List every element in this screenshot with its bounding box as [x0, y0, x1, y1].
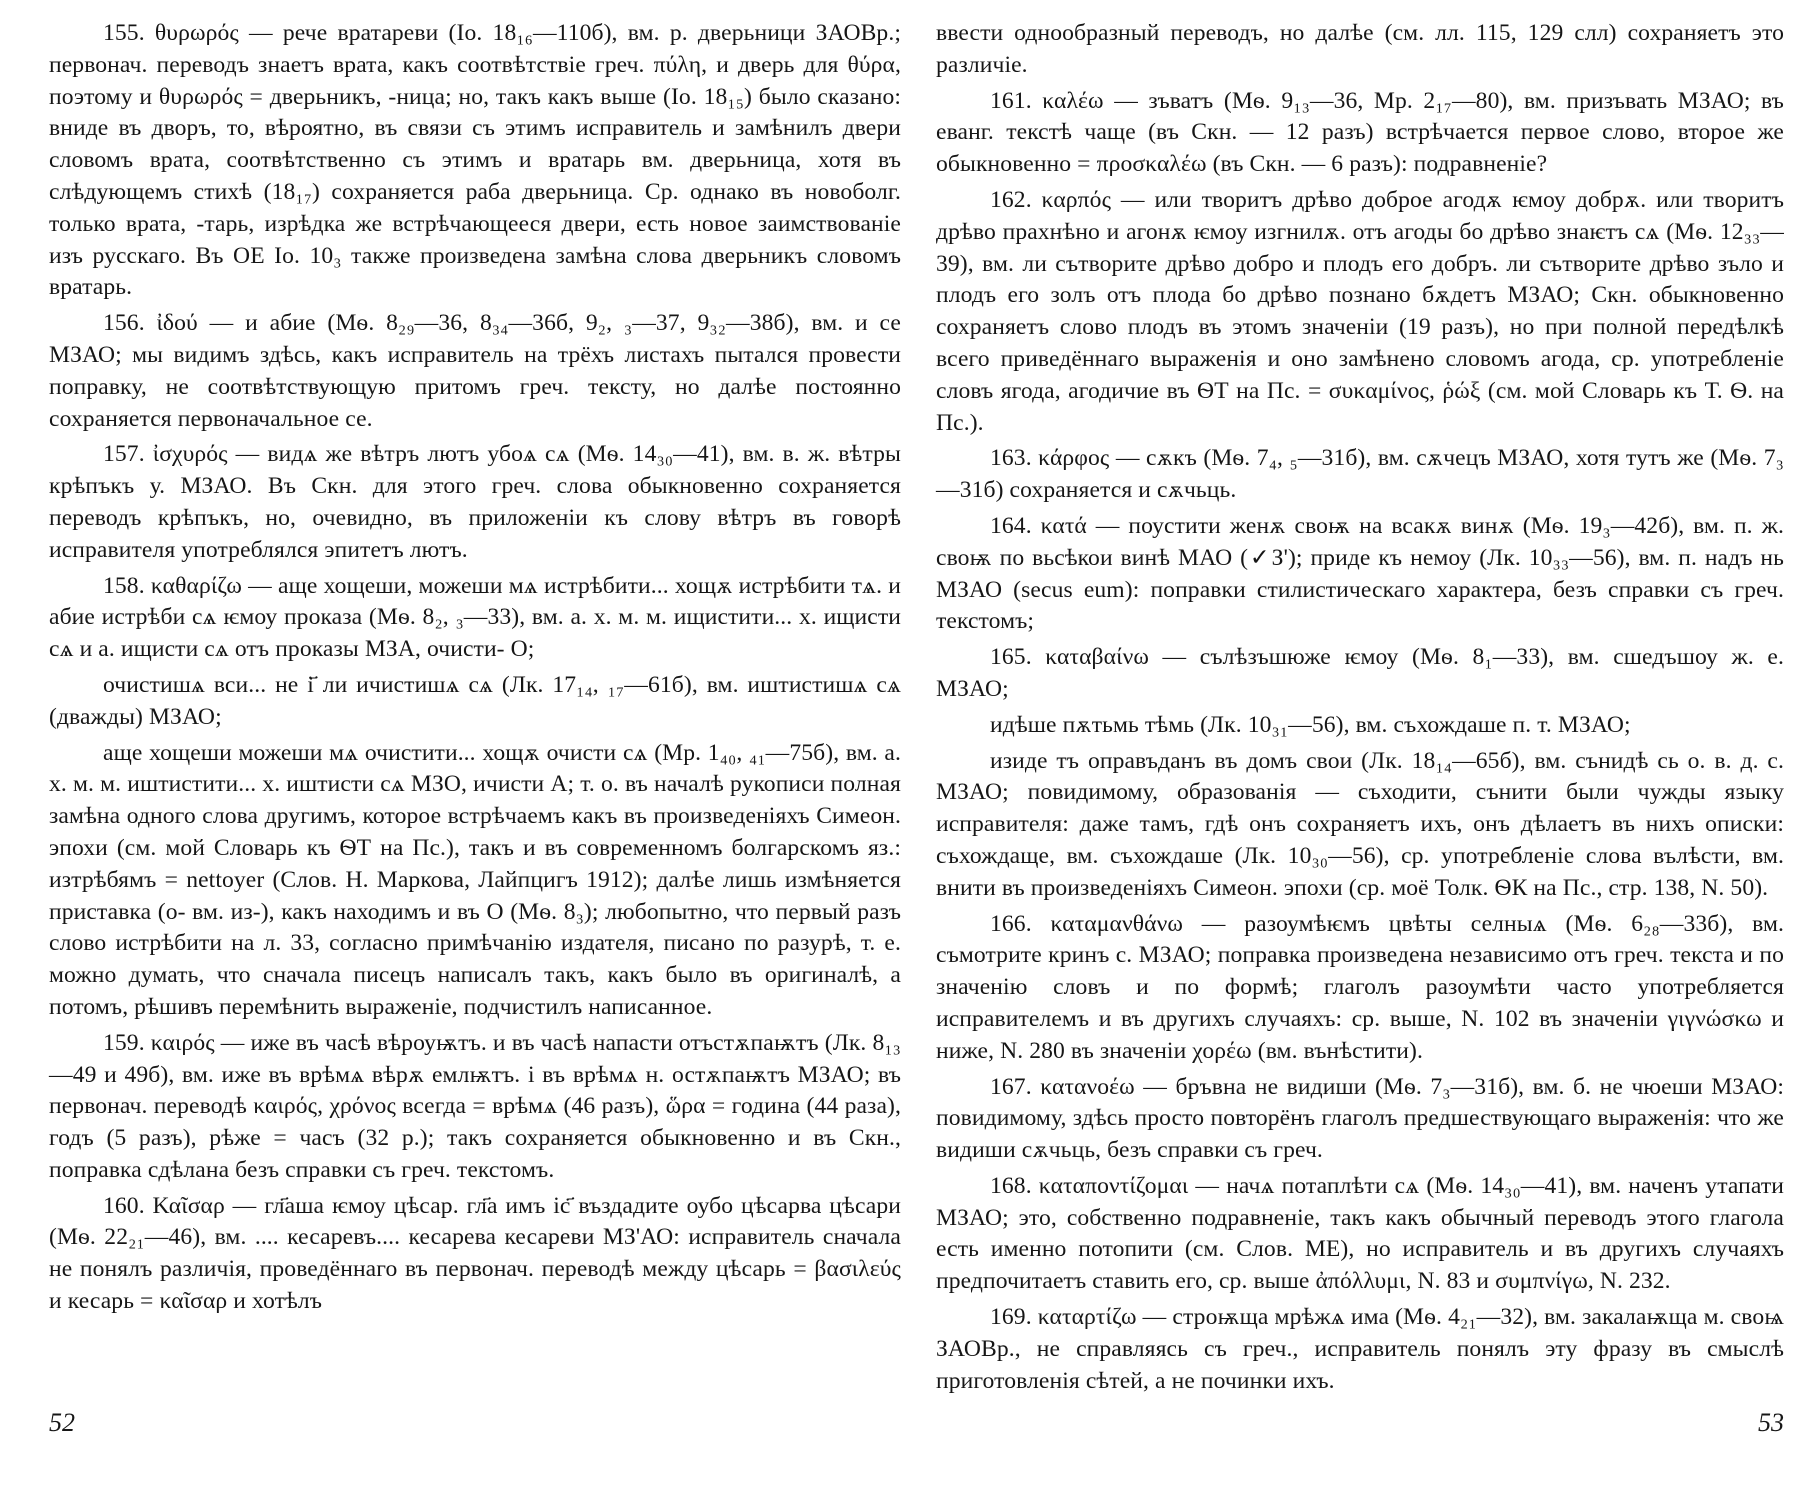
entry-167: 167. κατανοέω — бръвна не видиши (Мѳ. 7₃—31б), вм. б. не чюеши МЗАО: повидимому, здѣсь просто повторёнъ глаголъ предшествующаго выраженія: что же видиши сѫчьць, безъ справки съ греч.: [936, 1073, 1784, 1164]
entry-169: 169. καταρτίζω — строѭща мрѣжѧ има (Мѳ. 4₂₁—32), вм. закалаѭща м. своѩ ЗАОВр., не справляясь съ греч., исправитель понялъ эту фразу въ смыслѣ приготовленія сѣтей, а не починки ихъ.: [936, 1304, 1784, 1394]
page-number-right: 53: [1758, 1408, 1784, 1437]
entry-156: 156. ἰδού — и абие (Мѳ. 8₂₉—36, 8₃₄—36б, 9₂, ₃—37, 9₃₂—38б), вм. и се МЗАО; мы видимъ здѣсь, какъ исправитель на трёхъ листахъ пытался провести поправку, не соотвѣтствующую притомъ греч. тексту, но далѣе постоянно сохраняется первоначальное се.: [49, 310, 901, 432]
entry-159: 159. καιρός — иже въ часѣ вѣроуѭтъ. и въ часѣ напасти отъстѫпаѭтъ (Лк. 8₁₃—49 и 49б), вм. иже въ врѣмѧ вѣрѫ емлѭтъ. і въ врѣмѧ н. остѫпаѭтъ МЗАО; въ первонач. переводѣ καιρός, χρόνος всегда = врѣмѧ (46 разъ), ὥρα = година (44 раза), годъ (5 разъ), рѣже = часъ (32 р.); такъ сохраняется обыкновенно и въ Скн., поправка сдѣлана безъ справки съ греч. текстомъ.: [49, 1029, 901, 1183]
entry-165-sub-1: идѣше пѫтьмь тѣмь (Лк. 10₃₁—56), вм. съхождаше п. т. МЗАО;: [990, 711, 1631, 738]
entry-163: 163. κάρφος — сѫкъ (Мѳ. 7₄, ₅—31б), вм. сѫчецъ МЗАО, хотя тутъ же (Мѳ. 7₃—31б) сохраняется и сѫчьць.: [936, 445, 1784, 504]
entry-165: 165. καταβαίνω — сълѣзъшюже ѥмоу (Мѳ. 8₁—33), вм. сшедъшоу ж. е. МЗАО;: [936, 644, 1784, 702]
entry-158-sub-2: аще хощеши можеши мѧ очистити... хощѫ очисти сѧ (Мр. 1₄₀, ₄₁—75б), вм. а. х. м. м. иштистити... х. иштисти сѧ МЗО, ичисти А; т. о. въ началѣ рукописи полная замѣна одного слова другимъ, которое встрѣчаемъ какъ въ произведеніяхъ Симеон. эпохи (см. мой Словарь къ ѲТ на Пс.), такъ и въ современномъ болгарскомъ яз.: изтрѣбямъ = nettoyer (Слов. Н. Маркова, Лайпцигъ 1912); далѣе лишь измѣняется приставка (о- вм. из-), какъ находимъ и въ О (Мѳ. 8₃); любопытно, что первый разъ слово истрѣбити на л. 33, согласно примѣчанію издателя, писано по разурѣ, т. е. можно думать, что сначала писецъ написалъ такъ, какъ было въ оригиналѣ, а потомъ, рѣшивъ перемѣнить выраженіе, подчистилъ написанное.: [49, 739, 901, 1020]
entry-168: 168. καταποντίζομαι — начѧ потаплѣти сѧ (Мѳ. 14₃₀—41), вм. наченъ утапати МЗАО; это, собственно подравненіе, такъ какъ обычный переводъ этого глагола есть именно потопити (см. Слов. МЕ), но исправитель и въ другихъ случаяхъ предпочитаетъ ставить его, ср. выше ἀπόλλυμι, N. 83 и συμπνίγω, N. 232.: [936, 1172, 1784, 1295]
entry-166: 166. καταμανθάνω — разоумѣѥмъ цвѣты селныѧ (Мѳ. 6₂₈—33б), вм. съмотрите кринъ с. МЗАО; поправка произведена независимо отъ греч. текста и по значенію словъ и по формѣ; глаголъ разоумѣти часто употребляется исправителемъ и въ другихъ случаяхъ: ср. выше, N. 102 въ значеніи γιγνώσκω и ниже, N. 280 въ значеніи χορέω (вм. вънѣстити).: [936, 910, 1784, 1064]
entry-158: 158. καθαρίζω — аще хощеши, можеши мѧ истрѣбити... хощѫ истрѣбити тѧ. и абие истрѣби сѧ ѥмоу проказа (Мѳ. 8₂, ₃—33), вм. а. х. м. м. ищистити... х. ищисти сѧ и а. ищисти сѧ отъ проказы МЗА, очисти- О;: [49, 572, 901, 663]
entry-165-sub-2: изиде тъ оправъданъ въ домъ свои (Лк. 18₁₄—65б), вм. сънидѣ сь о. в. д. с. МЗАО; повидимому, образованія — съходити, сънити были чужды языку исправителя: даже тамъ, гдѣ онъ сохраняетъ ихъ, онъ дѣлаетъ въ нихъ описки: съхождаще, вм. съхождаше (Лк. 10₃₀—56), ср. употребленіе слова вълѣсти, вм. внити въ произведеніяхъ Симеон. эпохи (ср. моё Толк. ѲК на Пс., стр. 138, N. 50).: [936, 747, 1784, 901]
entry-161: 161. καλέω — зъватъ (Мѳ. 9₁₃—36, Мр. 2₁₇—80), вм. призъвать МЗАО; въ еванг. текстѣ чаще (въ Скн. — 12 разъ) встрѣчается первое слово, второе же обыкновенно = προσκαλέω (въ Скн. — 6 разъ): подравненіе?: [936, 87, 1784, 178]
entry-160: 160. Καῖσαρ — гл҃аша ѥмоу цѣсар. гл҃а имъ іс҃ въздадите оубо цѣсарва цѣсари (Мѳ. 22₂₁—46), вм. .... кесаревъ.... кесарева кесареви МЗ'АО: исправитель сначала не понялъ различія, проведённаго въ первонач. переводѣ между цѣсарь = βασιλεύς и кесарь = καῖσαρ и хотѣлъ: [49, 1192, 901, 1315]
entry-157: 157. ἰσχυρός — видѧ же вѣтръ лютъ убоѧ сѧ (Мѳ. 14₃₀—41), вм. в. ж. вѣтры крѣпъкъ у. МЗАО. Въ Скн. для этого греч. слова обыкновенно сохраняется переводъ крѣпъкъ, но, очевидно, въ приложеніи къ слову вѣтръ въ говорѣ исправителя употреблялся эпитетъ лютъ.: [49, 441, 901, 563]
page-number-left: 52: [49, 1408, 75, 1437]
right-page: [936, 18, 1784, 1438]
right-page-text: [936, 18, 1784, 1397]
left-page: [49, 18, 901, 1438]
entry-158-sub-1: очистишѧ вси... не і҃ ли ичистишѧ сѧ (Лк. 17₁₄, ₁₇—61б), вм. иштистишѧ сѧ (дважды) МЗАО;: [49, 671, 901, 730]
entry-160-continued: ввести однообразный переводъ, но далѣе (см. лл. 115, 129 слл) сохраняетъ это различіе.: [936, 20, 1784, 78]
entry-162: 162. καρπός — или творитъ дрѣво доброе агодѫ ѥмоу добрѫ. или творитъ дрѣво прахнѣно и агонѫ ѥмоу изгнилѫ. отъ агоды бо дрѣво знаѥтъ сѧ (Мѳ. 12₃₃—39), вм. ли сътворите дрѣво добро и плодъ его добръ. ли сътворите дрѣво зъло и плодъ его золъ отъ плода бо дрѣво познано бѫдетъ МЗАО; Скн. обыкновенно сохраняетъ слово плодъ въ этомъ значеніи (19 разъ), но при полной передѣлкѣ всего приведённаго выраженія и оно замѣнено словомъ агода, ср. употребленіе словъ ягода, агодичие въ ѲТ на Пс. = συκαμίνος, ῥώξ (см. мой Словарь къ Т. Ѳ. на Пс.).: [936, 186, 1784, 436]
left-page-text: [49, 18, 901, 1318]
entry-155: 155. θυρωρός — рече вратареви (Іо. 18₁₆—110б), вм. р. дверьници ЗАОВр.; первонач. переводъ знаетъ врата, какъ соотвѣтствіе греч. πύλη, и дверь для θύρα, поэтому и θυρωρός = дверьникъ, -ница; но, такъ какъ выше (Іо. 18₁₅) было сказано: вниде въ дворъ, то, вѣроятно, въ связи съ этимъ исправитель и замѣнилъ двери словомъ врата, соотвѣтственно съ этимъ и вратарь вм. дверьница, хотя въ слѣдующемъ стихѣ (18₁₇) сохраняется раба дверьница. Ср. однако въ новоболг. только врата, -тарь, изрѣдка же встрѣчающееся двери, есть новое заимствованіе изъ русскаго. Въ ОЕ Іо. 10₃ также произведена замѣна слова дверьникъ словомъ вратарь.: [49, 20, 901, 301]
entry-164: 164. κατά — поустити женѫ своѭ на всакѫ винѫ (Мѳ. 19₃—42б), вм. п. ж. своѭ по вьсѣкои винѣ МАО (✓З'); приде къ немоу (Лк. 10₃₃—56), вм. п. надъ нь МЗАО (secus eum): поправки стилистическаго характера, безъ справки съ греч. текстомъ;: [936, 512, 1784, 635]
